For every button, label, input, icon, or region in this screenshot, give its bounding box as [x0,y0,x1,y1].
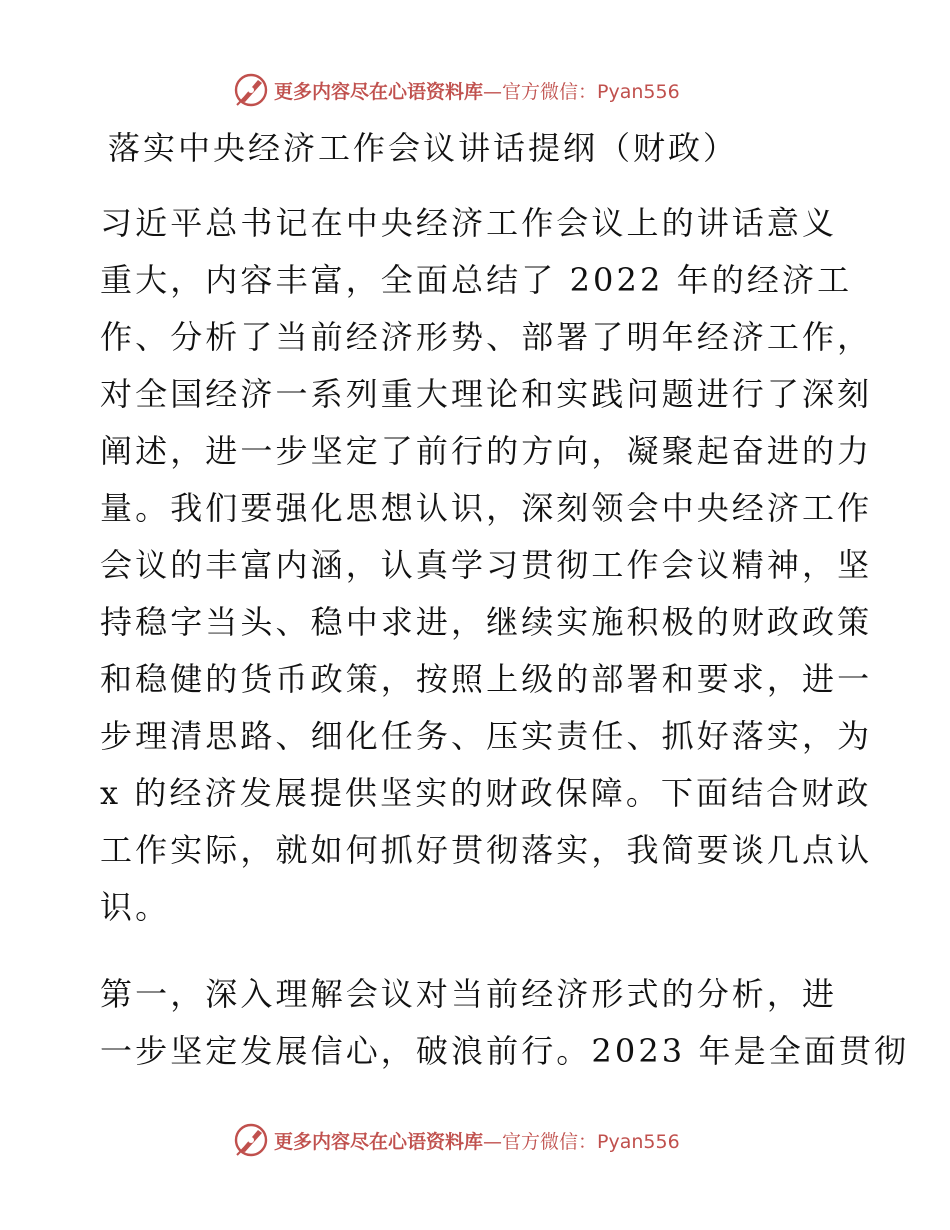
banner-text [274,1127,680,1154]
text-line: 对全国经济一系列重大理论和实践问题进行了深刻 [100,375,873,413]
text-line: 阐述，进一步坚定了前行的方向，凝聚起奋进的力 [100,432,873,470]
banner-contact-text: 官方微信：Pyan556 [502,1130,680,1153]
banner-separator: — [483,1130,503,1153]
text-line: 持稳字当头、稳中求进，继续实施积极的财政政策 [100,603,873,641]
banner-main-text: 更多内容尽在心语资料库 [274,1130,484,1153]
banner-separator: — [483,80,503,103]
text-line: 和稳健的货币政策，按照上级的部署和要求，进一 [100,660,873,698]
text-line: 会议的丰富内涵，认真学习贯彻工作会议精神，坚 [100,546,873,584]
text-line: 识。 [100,888,171,926]
paragraph-first-point [100,966,910,1080]
text-line: 步理清思路、细化任务、压实责任、抓好落实，为 [100,717,873,755]
text-line: 作、分析了当前经济形势、部署了明年经济工作， [100,318,873,356]
text-line: 一步坚定发展信心，破浪前行。2023 年是全面贯彻 [100,1032,910,1070]
quill-pen-logo-icon [232,1121,270,1159]
banner-text [274,77,680,104]
text-line: x 的经济发展提供坚实的财政保障。下面结合财政 [100,774,872,812]
paragraph-intro [100,195,873,936]
header-banner [232,70,680,110]
footer-banner [232,1120,680,1160]
banner-contact-text: 官方微信：Pyan556 [502,80,680,103]
text-line: 第一，深入理解会议对当前经济形式的分析，进 [100,975,838,1013]
document-title: 落实中央经济工作会议讲话提纲（财政） [108,129,739,167]
text-line: 工作实际，就如何抓好贯彻落实，我简要谈几点认 [100,831,873,869]
text-line: 习近平总书记在中央经济工作会议上的讲话意义 [100,204,838,242]
quill-pen-logo-icon [232,71,270,109]
text-line: 量。我们要强化思想认识，深刻领会中央经济工作 [100,489,873,527]
text-line: 重大，内容丰富，全面总结了 2022 年的经济工 [100,261,853,299]
banner-main-text: 更多内容尽在心语资料库 [274,80,484,103]
